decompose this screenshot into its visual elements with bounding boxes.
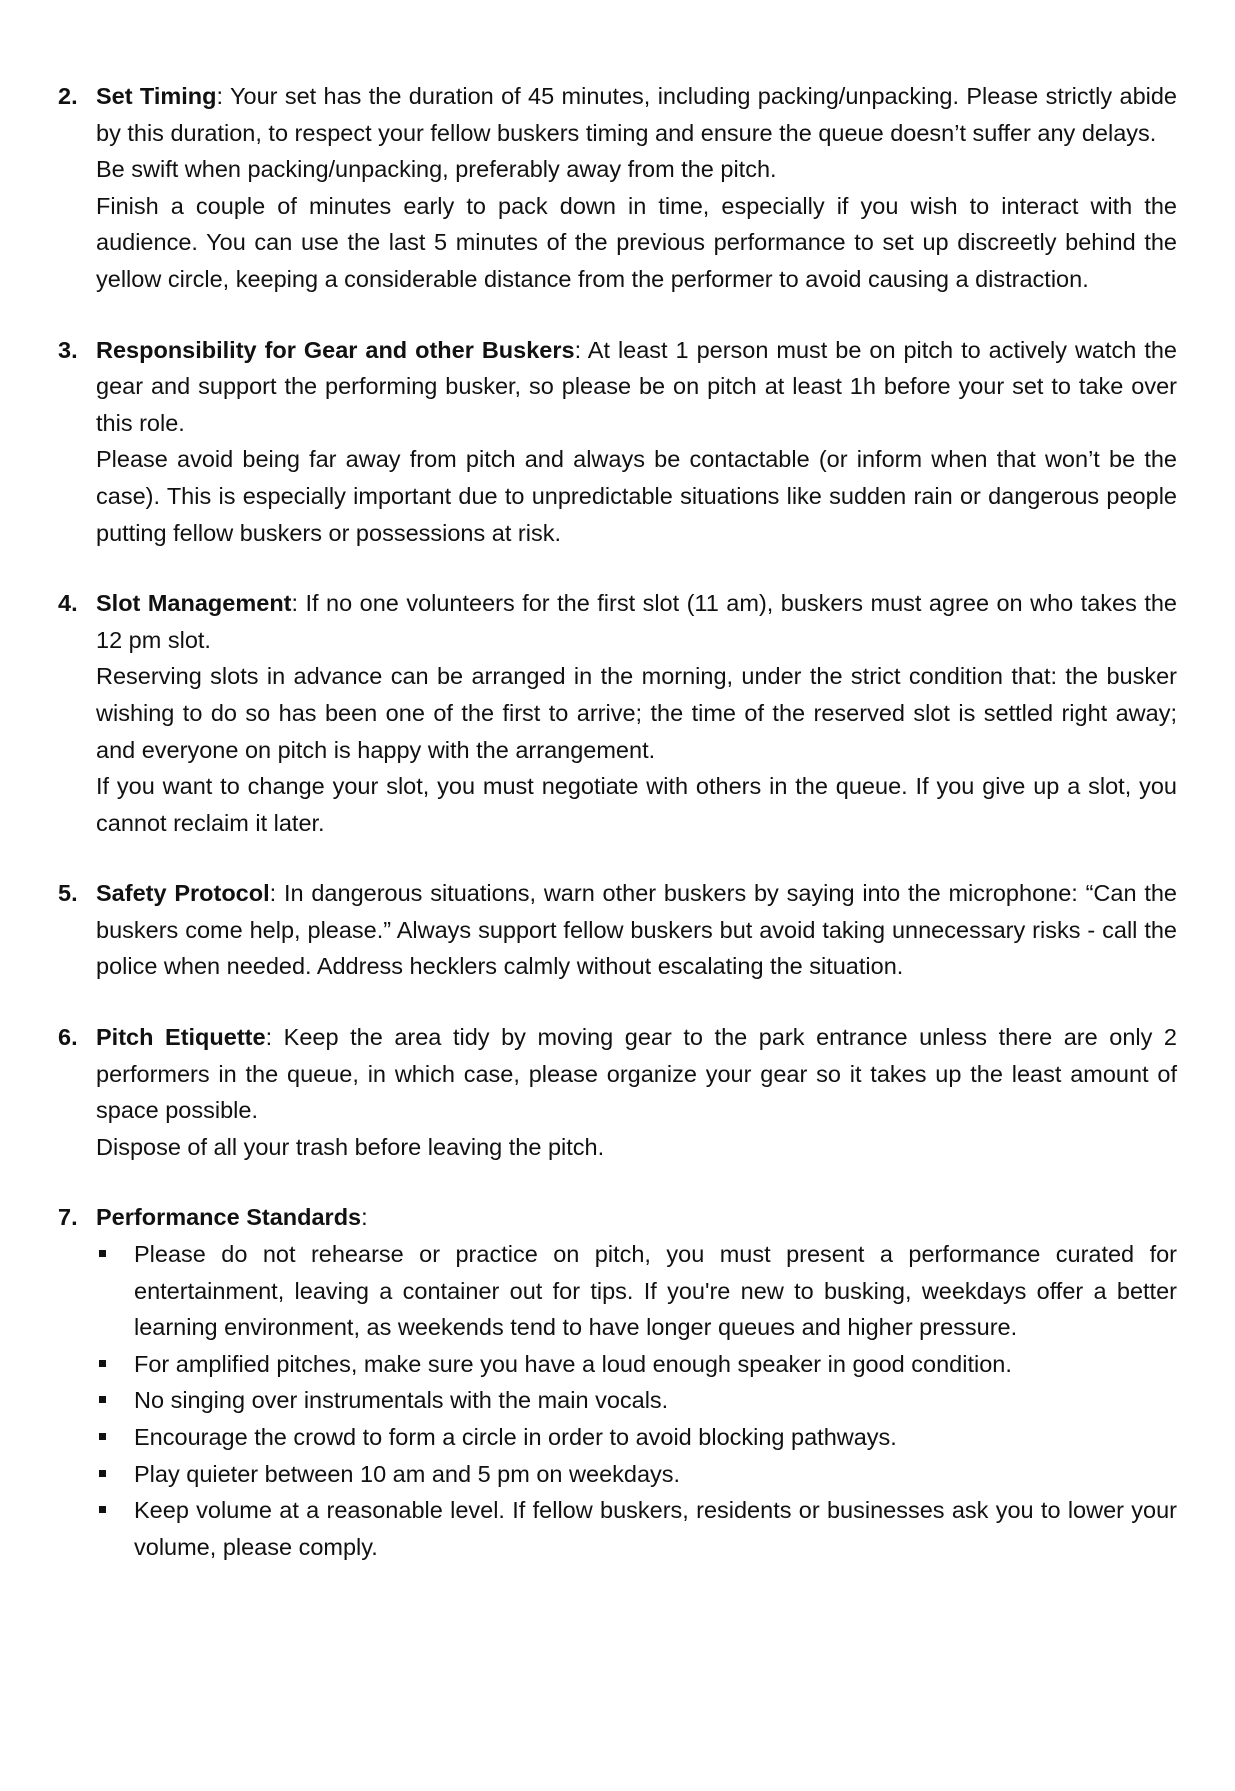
rule-title: Pitch Etiquette xyxy=(96,1024,266,1051)
bullet-item xyxy=(96,1492,1177,1565)
rule-title: Safety Protocol xyxy=(96,880,270,907)
rule-pitch-etiquette xyxy=(0,1019,1235,1165)
rule-safety-protocol xyxy=(0,875,1235,985)
square-bullet-icon xyxy=(99,1396,106,1403)
bullet-item xyxy=(96,1346,1177,1383)
rule-performance-standards xyxy=(0,1199,1235,1565)
rule-title: Slot Management xyxy=(96,590,292,617)
rules-list xyxy=(0,78,1235,1565)
rule-slot-management xyxy=(0,585,1235,841)
rule-paragraph: Reserving slots in advance can be arranged in the morning, under the strict condition that: the busker wishing to do so has been one of the first to arrive; the time of the reserved slot is settled right away; and everyone on pitch is happy with the arrangement. xyxy=(96,663,1177,763)
rule-number: 3. xyxy=(58,336,78,363)
rule-number: 5. xyxy=(58,880,78,907)
bullet-text: For amplified pitches, make sure you have a loud enough speaker in good condition. xyxy=(134,1350,1012,1377)
rule-lead xyxy=(96,585,1177,658)
rule-paragraph: If you want to change your slot, you must negotiate with others in the queue. If you give up a slot, you cannot reclaim it later. xyxy=(96,773,1177,836)
rule-lead-text: : Your set has the duration of 45 minutes, including packing/unpacking. Please strictly abide by this duration, to respect your fellow buskers timing and ensure the queue doesn’t suffer any delays. xyxy=(96,83,1177,146)
rule-paragraph: Please avoid being far away from pitch and always be contactable (or inform when that won’t be the case). This is especially important due to unpredictable situations like sudden rain or dangerous people putting fellow buskers or possessions at risk. xyxy=(96,446,1177,546)
rule-lead xyxy=(96,1199,1177,1236)
bullet-item xyxy=(96,1382,1177,1419)
rule-lead-text: : If no one volunteers for the first slot (11 am), buskers must agree on who takes the 12 pm slot. xyxy=(96,590,1177,653)
rule-lead-text: : In dangerous situations, warn other buskers by saying into the microphone: “Can the buskers come help, please.” Always support fellow buskers but avoid taking unnecessary risks - call the police when needed. Address hecklers calmly without escalating the situation. xyxy=(96,880,1177,980)
rule-paragraph: Dispose of all your trash before leaving the pitch. xyxy=(96,1133,605,1160)
rule-number: 2. xyxy=(58,83,78,109)
rule-lead-text: : Keep the area tidy by moving gear to the park entrance unless there are only 2 performers in the queue, in which case, please organize your gear so it takes up the least amount of space possible. xyxy=(96,1024,1177,1124)
rule-set-timing xyxy=(0,78,1235,298)
rule-number: 7. xyxy=(58,1204,78,1231)
rule-lead xyxy=(96,78,1177,151)
rule-lead-text: : xyxy=(361,1204,368,1231)
square-bullet-icon xyxy=(99,1250,106,1257)
rule-lead xyxy=(96,875,1177,985)
bullet-text: Please do not rehearse or practice on pitch, you must present a performance curated for entertainment, leaving a container out for tips. If you're new to busking, weekdays offer a better learning environment, as weekends tend to have longer queues and higher pressure. xyxy=(134,1241,1177,1341)
rule-responsibility xyxy=(0,332,1235,552)
square-bullet-icon xyxy=(99,1360,106,1367)
rule-lead-text: : At least 1 person must be on pitch to actively watch the gear and support the performing busker, so please be on pitch at least 1h before your set to take over this role. xyxy=(96,336,1177,436)
rule-number: 4. xyxy=(58,590,78,617)
rule-number: 6. xyxy=(58,1024,78,1051)
rule-title: Responsibility for Gear and other Buskers xyxy=(96,336,575,363)
bullet-text: No singing over instrumentals with the main vocals. xyxy=(134,1387,669,1414)
bullet-item xyxy=(96,1456,1177,1493)
rule-paragraph: Be swift when packing/unpacking, preferably away from the pitch. xyxy=(96,156,777,183)
bullet-text: Play quieter between 10 am and 5 pm on weekdays. xyxy=(134,1460,681,1487)
rule-title: Performance Standards xyxy=(96,1204,362,1231)
rule-title: Set Timing xyxy=(96,83,217,109)
rule-paragraph: Finish a couple of minutes early to pack down in time, especially if you wish to interact with the audience. You can use the last 5 minutes of the previous performance to set up discreetly behind the yellow circle, keeping a considerable distance from the performer to avoid causing a distraction. xyxy=(96,192,1177,292)
rule-lead xyxy=(96,332,1177,442)
bullet-text: Encourage the crowd to form a circle in order to avoid blocking pathways. xyxy=(134,1424,897,1450)
bullet-item xyxy=(96,1236,1177,1346)
bullet-text: Keep volume at a reasonable level. If fellow buskers, residents or businesses ask you to lower your volume, please comply. xyxy=(134,1497,1177,1560)
square-bullet-icon xyxy=(99,1470,106,1477)
bullet-item xyxy=(96,1419,1177,1456)
square-bullet-icon xyxy=(99,1433,106,1440)
square-bullet-icon xyxy=(99,1506,106,1513)
rule-lead xyxy=(96,1019,1177,1129)
standards-bullet-list xyxy=(96,1236,1177,1565)
